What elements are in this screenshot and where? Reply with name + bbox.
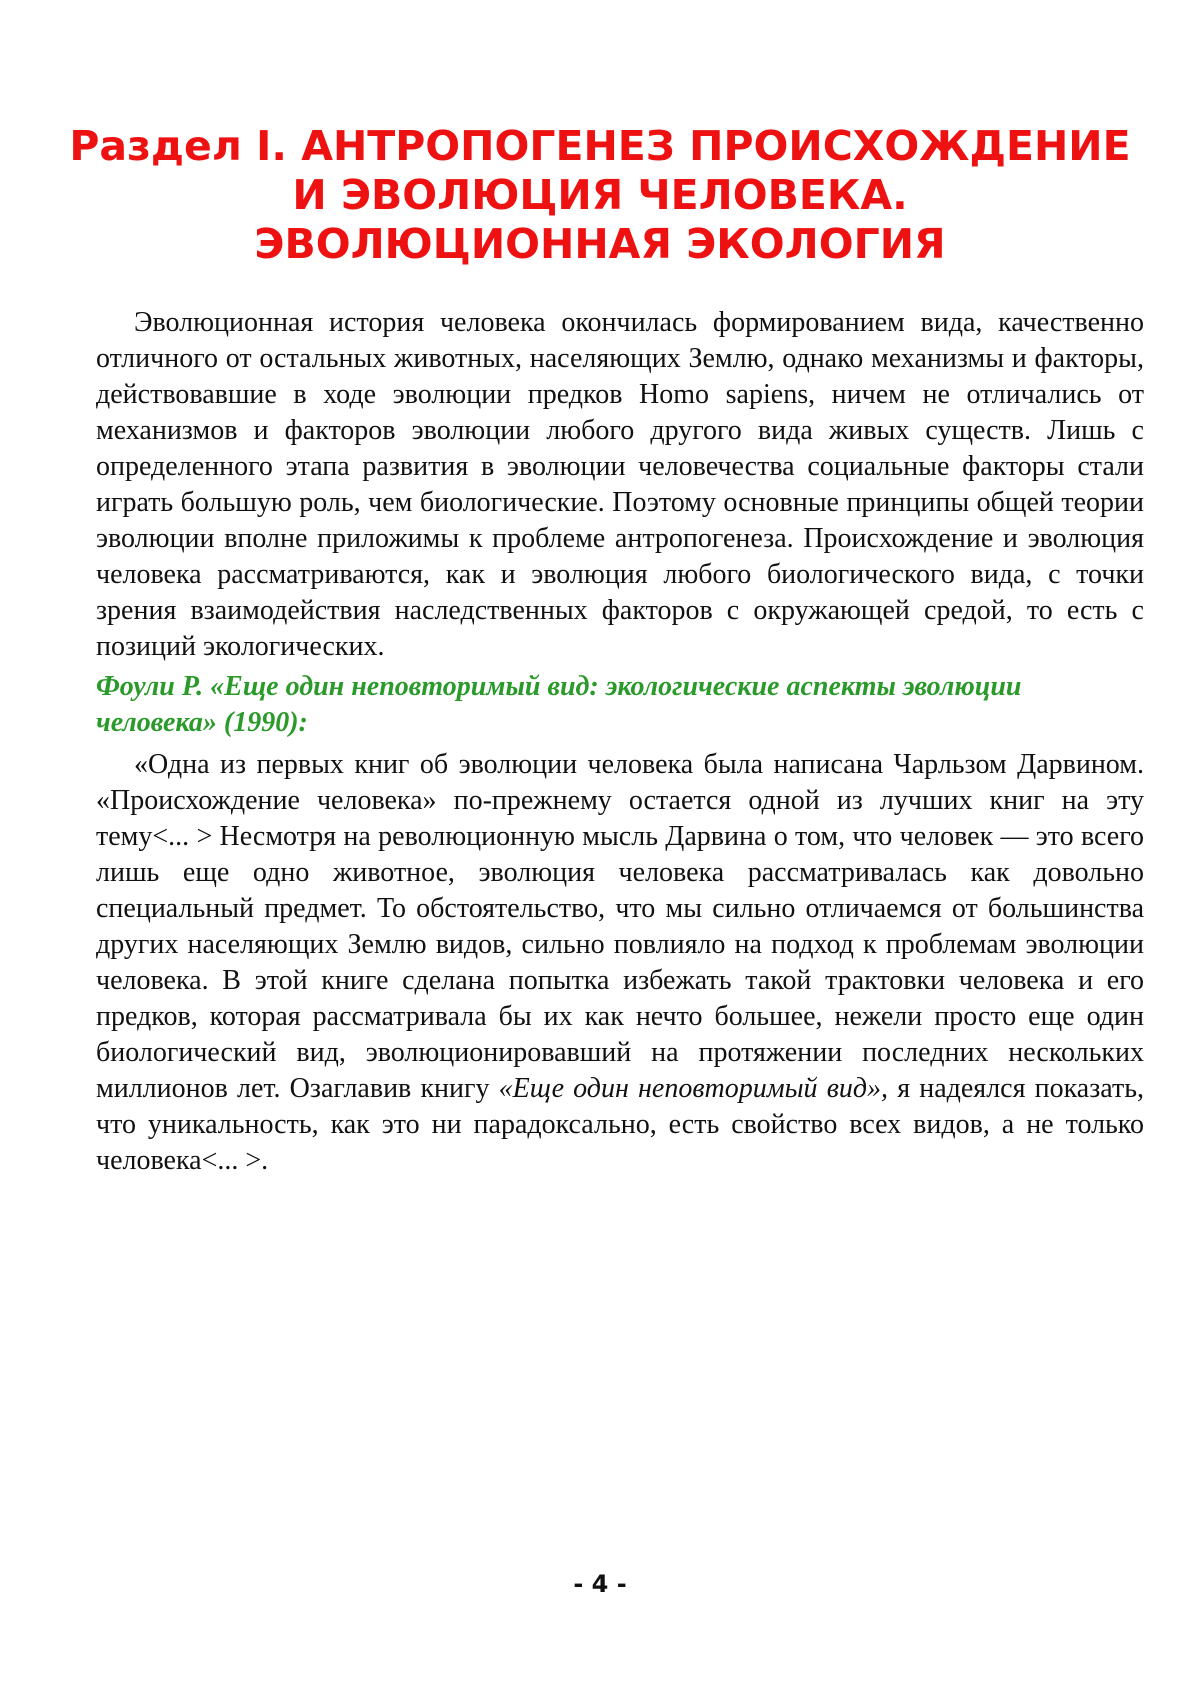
quote-text-after: я надеялся показать, что уникальность, как это ни парадоксально, есть свойство всех видов, а не только человека<... >. bbox=[96, 1073, 1144, 1176]
section-heading-line-2: И ЭВОЛЮЦИЯ ЧЕЛОВЕКА. bbox=[292, 171, 908, 219]
section-heading-line-3: ЭВОЛЮЦИОННАЯ ЭКОЛОГИЯ bbox=[254, 220, 946, 268]
section-heading-line-1: Раздел I. АНТРОПОГЕНЕЗ ПРОИСХОЖДЕНИЕ bbox=[69, 122, 1131, 170]
main-content bbox=[96, 305, 1144, 1179]
intro-paragraph: Эволюционная история человека окончилась формированием вида, качественно отличного от остальных животных, населяющих Землю, однако механизмы и факторы, действовавшие в ходе эволюции предков Homo sapiens, ничем не отличались от механизмов и факторов эволюции любого другого вида живых существ. Лишь с определенного этапа развития в эволюции человечества социальные факторы стали играть большую роль, чем биологические. Поэтому основные принципы общей теории эволюции вполне приложимы к проблеме антропогенеза. Происхождение и эволюция человека рассматриваются, как и эволюция любого биологического вида, с точки зрения взаимодействия наследственных факторов с окружающей средой, то есть с позиций экологических. bbox=[96, 307, 1144, 662]
section-heading bbox=[60, 122, 1140, 269]
quote-book-title: «Еще один неповторимый вид», bbox=[498, 1073, 889, 1104]
citation-heading: Фоули Р. «Еще один неповторимый вид: экологические аспекты эволюции человека» (1990): bbox=[96, 671, 1022, 738]
quote-paragraph bbox=[96, 747, 1144, 1179]
page-number: - 4 - bbox=[573, 1570, 627, 1598]
quote-text-before: «Одна из первых книг об эволюции человека была написана Чарльзом Дарвином. «Происхождение человека» по-прежнему остается одной из лучших книг на эту тему<... > Несмотря на революционную мысль Дарвина о том, что человек — это всего лишь еще одно животное, эволюция человека рассматривалась как довольно специальный предмет. То обстоятельство, что мы сильно отличаемся от большинства других населяющих Землю видов, сильно повлияло на подход к проблемам эволюции человека. В этой книге сделана попытка избежать такой трактовки человека и его предков, которая рассматривала бы их как нечто большее, нежели просто еще один биологический вид, эволюционировавший на протяжении последних нескольких миллионов лет. Озаглавив книгу bbox=[96, 749, 1144, 1104]
